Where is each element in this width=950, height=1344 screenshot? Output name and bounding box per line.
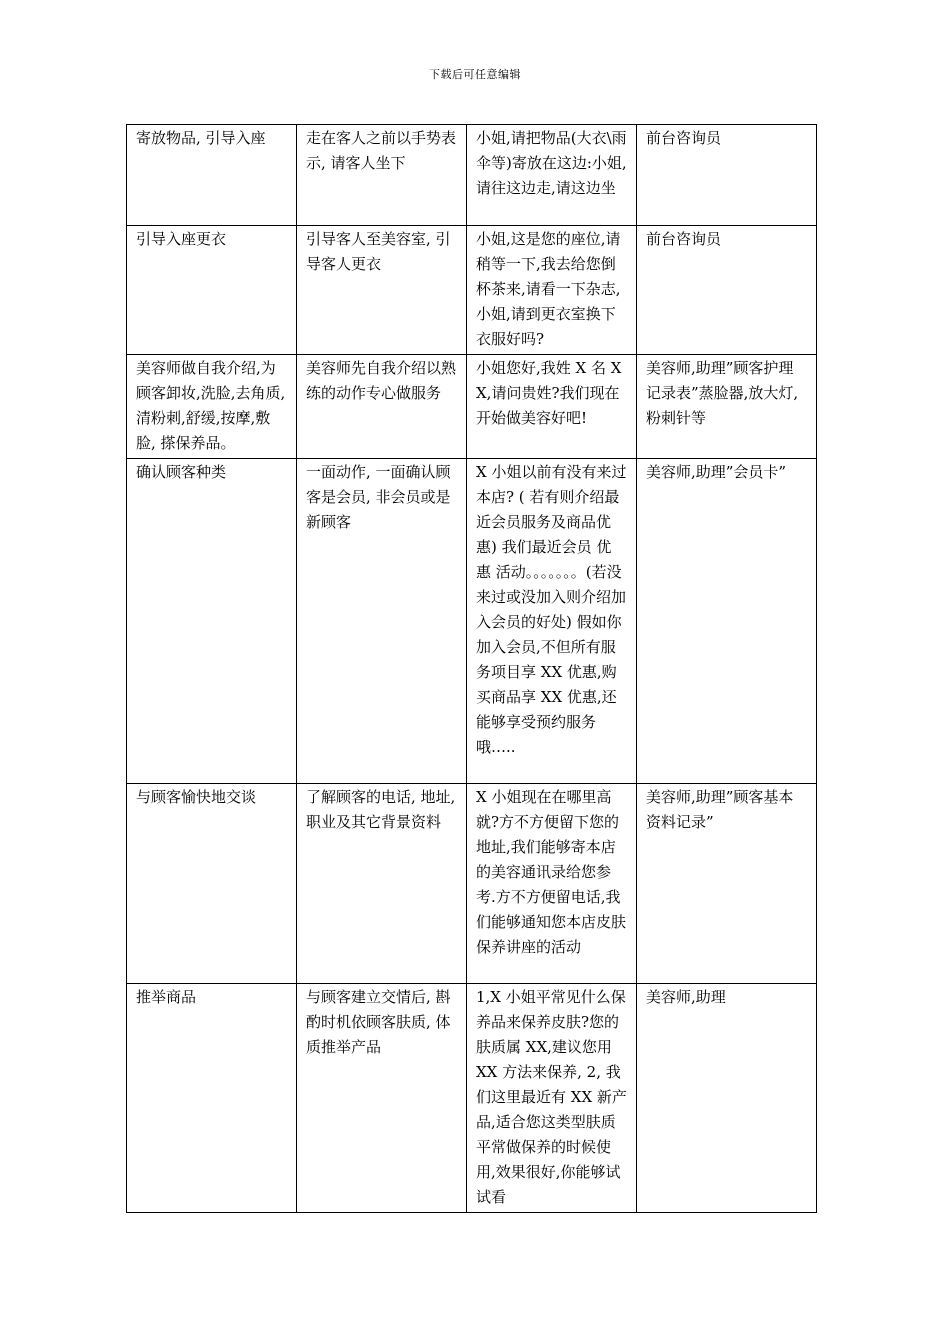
action-cell: 美容师先自我介绍以熟练的动作专心做服务 (297, 355, 467, 459)
table-row (127, 125, 817, 226)
step-cell: 与顾客愉快地交谈 (127, 784, 297, 984)
script-cell: 小姐,请把物品(大衣\雨伞等)寄放在这边:小姐,请往这边走,请这边坐 (467, 125, 637, 226)
table-row (127, 226, 817, 355)
script-cell: 小姐您好,我姓 X 名 XX,请问贵姓?我们现在开始做美容好吧! (467, 355, 637, 459)
table-row (127, 984, 817, 1213)
step-cell: 推举商品 (127, 984, 297, 1213)
service-procedure-table (126, 124, 817, 1213)
action-cell: 了解顾客的电话, 地址, 职业及其它背景资料 (297, 784, 467, 984)
staff-cell: 美容师,助理”顾客基本资料记录” (637, 784, 817, 984)
step-cell: 寄放物品, 引导入座 (127, 125, 297, 226)
script-cell: X 小姐现在在哪里高就?方不方便留下您的地址,我们能够寄本店的美容通讯录给您参考.方不方便留电话,我们能够通知您本店皮肤保养讲座的活动 (467, 784, 637, 984)
action-cell: 一面动作, 一面确认顾客是会员, 非会员或是新顾客 (297, 459, 467, 784)
table-row (127, 355, 817, 459)
staff-cell: 美容师,助理”顾客护理记录表”蒸脸器,放大灯,粉刺针等 (637, 355, 817, 459)
script-cell: X 小姐以前有没有来过本店? ( 若有则介绍最近会员服务及商品优惠) 我们最近会员 优 惠 活动。。。。。。。(若没来过或没加入则介绍加入会员的好处) 假如你加入会员,不但所有服务项目享 XX 优惠,购买商品享 XX 优惠,还能够享受预约服务哦….. (467, 459, 637, 784)
staff-cell: 美容师,助理”会员卡” (637, 459, 817, 784)
staff-cell: 美容师,助理 (637, 984, 817, 1213)
staff-cell: 前台咨询员 (637, 125, 817, 226)
action-cell: 引导客人至美容室, 引导客人更衣 (297, 226, 467, 355)
staff-cell: 前台咨询员 (637, 226, 817, 355)
table-row (127, 784, 817, 984)
page-header-note: 下载后可任意编辑 (429, 68, 521, 81)
step-cell: 美容师做自我介绍,为顾客卸妆,洗脸,去角质,清粉刺,舒缓,按摩,敷脸, 搽保养品。 (127, 355, 297, 459)
table-row (127, 459, 817, 784)
action-cell: 走在客人之前以手势表示, 请客人坐下 (297, 125, 467, 226)
step-cell: 引导入座更衣 (127, 226, 297, 355)
action-cell: 与顾客建立交情后, 斟酌时机依顾客肤质, 体质推举产品 (297, 984, 467, 1213)
step-cell: 确认顾客种类 (127, 459, 297, 784)
script-cell: 小姐,这是您的座位,请稍等一下,我去给您倒杯茶来,请看一下杂志,小姐,请到更衣室换下衣服好吗? (467, 226, 637, 355)
script-cell: 1,X 小姐平常见什么保养品来保养皮肤?您的肤质属 XX,建议您用 XX 方法来保养, 2, 我们这里最近有 XX 新产品,适合您这类型肤质平常做保养的时候使用,效果很好,你能够试试看 (467, 984, 637, 1213)
